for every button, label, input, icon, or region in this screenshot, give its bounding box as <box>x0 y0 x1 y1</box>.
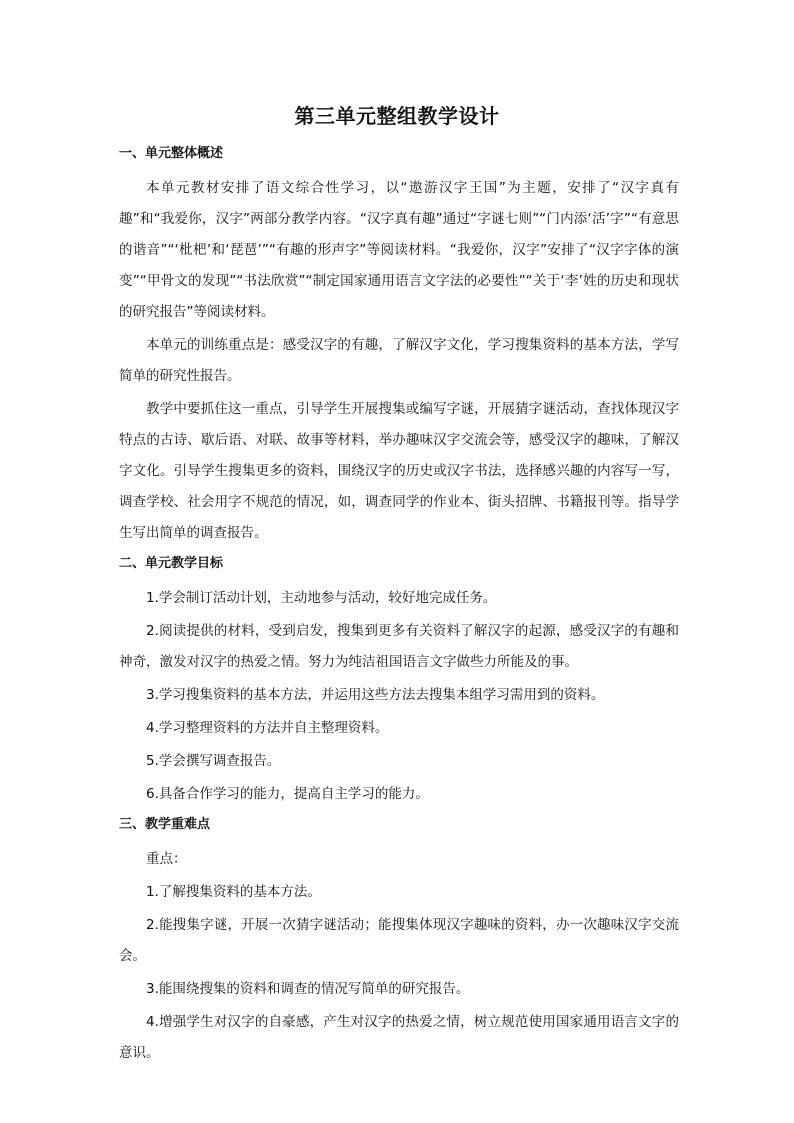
objective-item: 5.学会撰写调查报告。 <box>146 753 281 769</box>
overview-paragraph: 教学中要抓住这一重点，引导学生开展搜集或编写字谜，开展猜字谜活动，查找体现汉字特点的古诗、歇后语、对联、故事等材料，举办趣味汉字交流会等，感受汉字的趣味，了解汉字文化。引导学生搜集更多的资料，围绕汉字的历史或汉字书法，选择感兴趣的内容写一写，调查学校、社会用字不规范的情况，如，调查同学的作业本、街头招牌、书籍报刊等。指导学生写出简单的调查报告。 <box>119 401 679 541</box>
objective-item: 1.学会制订活动计划，主动地参与活动，较好地完成任务。 <box>146 590 497 606</box>
section-heading-overview: 一、单元整体概述 <box>119 146 224 161</box>
overview-paragraph: 本单元的训练重点是：感受汉字的有趣，了解汉字文化，学习搜集资料的基本方法，学写简单的研究性报告。 <box>119 337 679 384</box>
section-heading-key-points: 三、教学重难点 <box>119 817 211 832</box>
document-body <box>119 143 679 1071</box>
objective-item: 4.学习整理资料的方法并自主整理资料。 <box>146 720 389 736</box>
key-point-item: 2.能搜集字谜，开展一次猜字谜活动；能搜集体现汉字趣味的资料，办一次趣味汉字交流会。 <box>119 917 679 964</box>
key-point-item: 4.增强学生对汉字的自豪感，产生对汉字的热爱之情，树立规范使用国家通用语言文字的意识。 <box>119 1014 679 1061</box>
key-point-item: 1.了解搜集资料的基本方法。 <box>146 884 321 900</box>
key-points-subheading: 重点： <box>146 851 187 867</box>
objective-item: 6.具备合作学习的能力，提高自主学习的能力。 <box>146 786 429 802</box>
section-heading-objectives: 二、单元教学目标 <box>119 556 224 571</box>
overview-paragraph: 本单元教材安排了语文综合性学习，以“遨游汉字王国”为主题，安排了“汉字真有趣”和“我爱你，汉字”两部分教学内容。“汉字真有趣”通过“字谜七则”“门内添‘活’字”“有意思的谐音”“‘枇杷’和‘琵琶’”“有趣的形声字”等阅读材料。“我爱你，汉字”安排了“汉字字体的演变”“甲骨文的发现”“书法欣赏”“制定国家通用语言文字法的必要性”“关于‘李’姓的历史和现状的研究报告”等阅读材料。 <box>119 180 679 320</box>
key-point-item: 3.能围绕搜集的资料和调查的情况写简单的研究报告。 <box>146 981 470 997</box>
objective-item: 3.学习搜集资料的基本方法，并运用这些方法去搜集本组学习需用到的资料。 <box>146 687 605 703</box>
objective-item: 2.阅读提供的材料，受到启发，搜集到更多有关资料了解汉字的起源，感受汉字的有趣和神奇，激发对汉字的热爱之情。努力为纯洁祖国语言文字做些力所能及的事。 <box>119 623 679 670</box>
document-title: 第三单元整组教学设计 <box>294 104 500 128</box>
